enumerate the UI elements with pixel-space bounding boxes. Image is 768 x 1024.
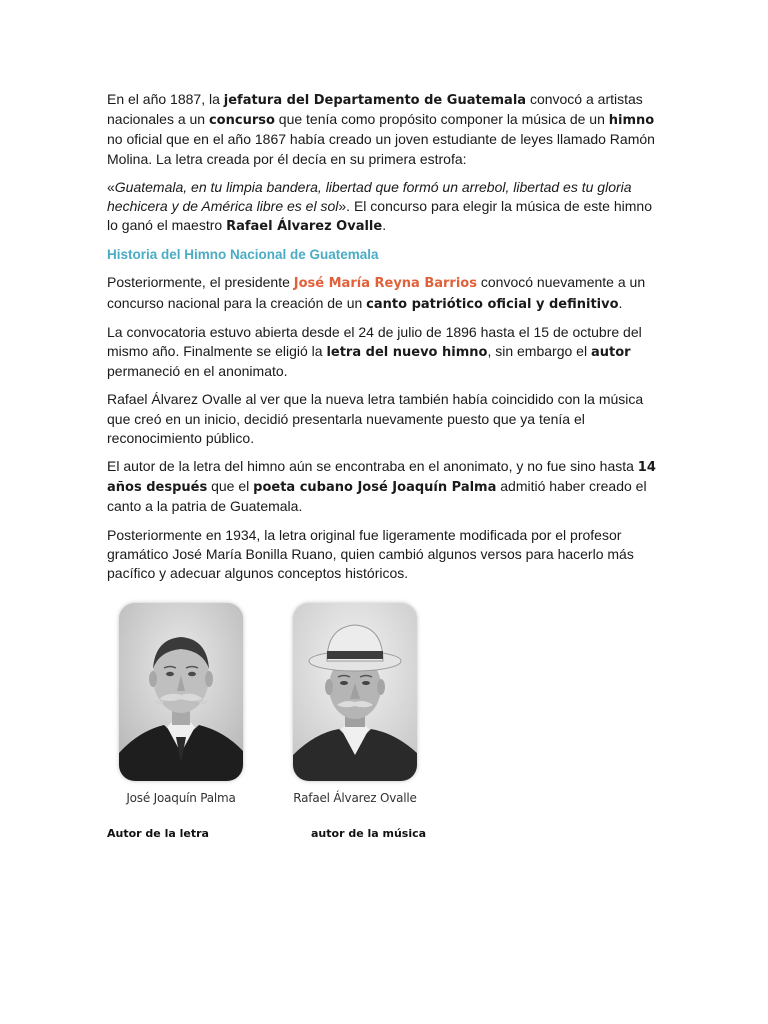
text-run: El autor de la letra del himno aún se encontraba en el anonimato, y no fue sino hasta xyxy=(107,458,638,475)
section-heading: Historia del Himno Nacional de Guatemala xyxy=(107,247,379,263)
accent-name: José María Reyna Barrios xyxy=(293,276,477,292)
paragraph-convocatoria xyxy=(107,323,662,382)
bold-run: poeta cubano José Joaquín Palma xyxy=(253,480,497,496)
italic-quote: Guatemala, en tu limpia bandera, libertad que formó un arrebol, libertad es tu gloria hechicera y de América libre es el sol xyxy=(107,178,632,215)
paragraph-first-stanza xyxy=(107,178,662,237)
text-run: Rafael Álvarez Ovalle al ver que la nueva letra también había coincidido con la música que creó en un inicio, decidió presentarla nuevamente puesto que ya tenía el reconocimiento público. xyxy=(107,391,644,446)
portrait-gallery xyxy=(107,603,567,843)
bold-run: autor xyxy=(590,345,631,361)
bold-run: himno xyxy=(608,113,655,129)
paragraph-1934-modification xyxy=(107,526,662,584)
text-run: convocó nuevamente a un concurso nacional para la creación de un xyxy=(107,274,646,311)
bold-run: Rafael Álvarez Ovalle xyxy=(226,219,383,235)
text-run: que tenía como propósito componer la música de un xyxy=(274,111,609,128)
article-body xyxy=(107,90,662,592)
text-run: . xyxy=(618,294,623,311)
bold-run: jefatura del Departamento de Guatemala xyxy=(223,93,527,108)
paragraph-1887-contest xyxy=(107,90,662,169)
paragraph-jose-joaquin-palma xyxy=(107,457,662,517)
text-run: . xyxy=(382,217,387,234)
bold-run: 14 años después xyxy=(107,460,656,496)
portrait-photo-alvarez-ovalle xyxy=(293,603,417,781)
text-run: La convocatoria estuvo abierta desde el 24 de julio de 1896 hasta el 15 de octubre del mismo año. Finalmente se eligió la xyxy=(107,323,642,360)
text-run: , sin embargo el xyxy=(487,343,591,360)
portrait-photo-palma xyxy=(119,603,243,781)
portrait-name-alvarez-ovalle: Rafael Álvarez Ovalle xyxy=(293,791,417,805)
text-run: no oficial que en el año 1867 había creado un joven estudiante de leyes llamado Ramón Molina. La letra creada por él decía en su primera estrofa: xyxy=(107,131,655,167)
bold-run: concurso xyxy=(208,113,275,129)
text-run: admitió haber creado el canto a la patria de Guatemala. xyxy=(107,478,647,515)
bold-run: letra del nuevo himno xyxy=(326,345,488,361)
text-run: ». El concurso para elegir la música de este himno lo ganó el maestro xyxy=(107,198,652,234)
portrait-name-palma: José Joaquín Palma xyxy=(126,791,236,805)
portrait-alvarez-ovalle-icon xyxy=(293,603,417,781)
text-run: « xyxy=(107,178,115,195)
portrait-card-palma xyxy=(119,603,243,805)
portrait-card-alvarez-ovalle xyxy=(293,603,417,805)
bold-run: canto patriótico oficial y definitivo xyxy=(366,296,619,312)
caption-autor-letra: Autor de la letra xyxy=(107,827,209,840)
paragraph-alvarez-ovalle xyxy=(107,390,662,448)
text-run: que el xyxy=(207,478,254,495)
text-run: Posteriormente, el presidente xyxy=(107,274,294,291)
text-run: Posteriormente en 1934, la letra original fue ligeramente modificada por el profesor gramático José María Bonilla Ruano, quien cambió algunos versos para hacerlo más pacífico y adecuar algunos conceptos históricos. xyxy=(107,526,634,582)
text-run: convocó a artistas nacionales a un xyxy=(107,91,643,128)
portrait-palma-icon xyxy=(119,603,243,781)
text-run: En el año 1887, la xyxy=(107,91,224,107)
caption-autor-musica: autor de la música xyxy=(311,827,427,840)
paragraph-reyna-barrios xyxy=(107,273,662,313)
text-run: permaneció en el anonimato. xyxy=(107,363,288,380)
